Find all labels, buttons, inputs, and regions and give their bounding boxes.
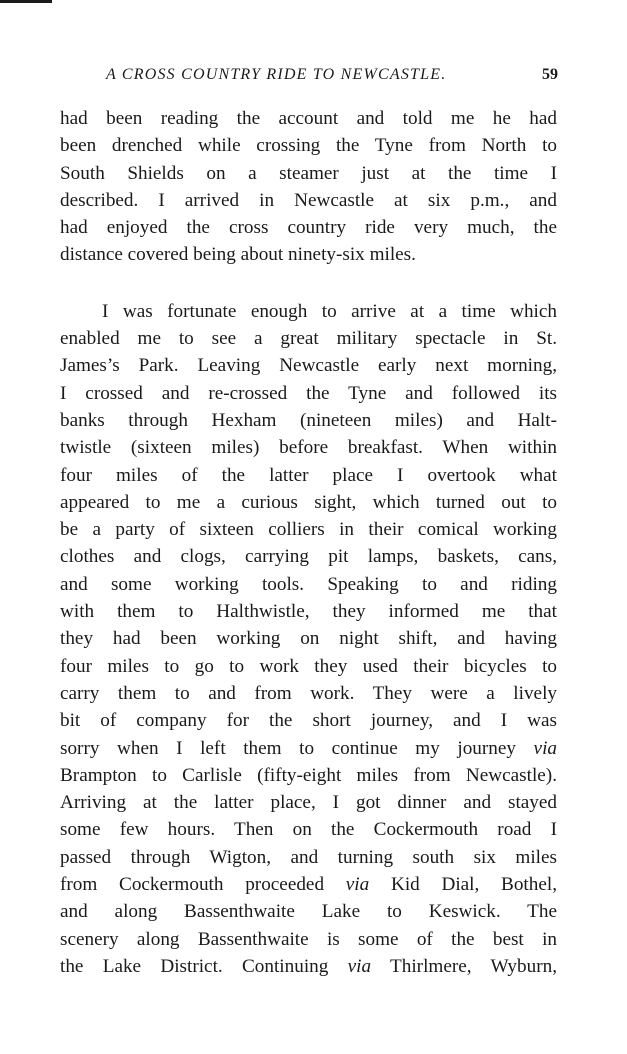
text-line: and some working tools. Speaking to and riding — [60, 573, 557, 595]
text-line: sorry when I left them to continue my journey via — [60, 737, 557, 759]
text-line: had been reading the account and told me he had — [60, 108, 557, 129]
text-line: be a party of sixteen colliers in their comical working — [60, 519, 557, 541]
text-line: clothes and clogs, carrying pit lamps, baskets, cans, — [60, 546, 557, 568]
text-line: enabled me to see a great military spectacle in St. — [60, 328, 557, 350]
paragraph-gap — [60, 269, 557, 298]
text-line: I crossed and re-crossed the Tyne and followed its — [60, 382, 557, 404]
text-line: South Shields on a steamer just at the time I — [60, 162, 557, 184]
paragraph-1 — [60, 105, 557, 269]
text-line: four miles to go to work they used their bicycles to — [60, 655, 557, 677]
text-line: some few hours. Then on the Cockermouth road I — [60, 819, 557, 841]
text-line: banks through Hexham (nineteen miles) and Halt- — [60, 409, 557, 431]
text-line: James’s Park. Leaving Newcastle early next morning, — [60, 355, 557, 377]
text-line: and along Bassenthwaite Lake to Keswick. The — [60, 901, 557, 923]
text-line: distance covered being about ninety-six miles. — [60, 244, 416, 266]
text-line: carry them to and from work. They were a lively — [60, 682, 557, 704]
text-line: had enjoyed the cross country ride very much, the — [60, 217, 557, 239]
text-line: been drenched while crossing the Tyne from North to — [60, 135, 557, 157]
text-line: twistle (sixteen miles) before breakfast. When within — [60, 437, 557, 459]
italic-word: via — [347, 955, 372, 977]
text-line: they had been working on night shift, and having — [60, 628, 557, 650]
text-line: four miles of the latter place I overtook what — [60, 464, 557, 486]
italic-word: via — [345, 874, 370, 896]
italic-word: via — [533, 737, 557, 759]
text-line: Brampton to Carlisle (fifty-eight miles from Newcastle). — [60, 764, 557, 786]
page-header — [60, 66, 560, 90]
paragraph-2 — [60, 298, 557, 980]
text-line: I was fortunate enough to arrive at a time which — [102, 300, 557, 322]
scan-edge-mark — [0, 0, 52, 3]
text-line: described. I arrived in Newcastle at six p.m., and — [60, 189, 557, 211]
page-number: 59 — [542, 66, 558, 83]
body-text — [60, 105, 557, 980]
text-line: the Lake District. Continuing via Thirlmere, Wyburn, — [60, 955, 557, 977]
text-line: bit of company for the short journey, and I was — [60, 710, 557, 732]
text-line: passed through Wigton, and turning south six miles — [60, 846, 557, 868]
running-title: A CROSS COUNTRY RIDE TO NEWCASTLE. — [106, 66, 447, 83]
text-line: appeared to me a curious sight, which turned out to — [60, 491, 557, 513]
text-line: with them to Halthwistle, they informed me that — [60, 601, 557, 623]
text-line: Arriving at the latter place, I got dinner and stayed — [60, 792, 557, 814]
text-line: from Cockermouth proceeded via Kid Dial, Bothel, — [60, 874, 557, 896]
text-line: scenery along Bassenthwaite is some of the best in — [60, 928, 557, 950]
